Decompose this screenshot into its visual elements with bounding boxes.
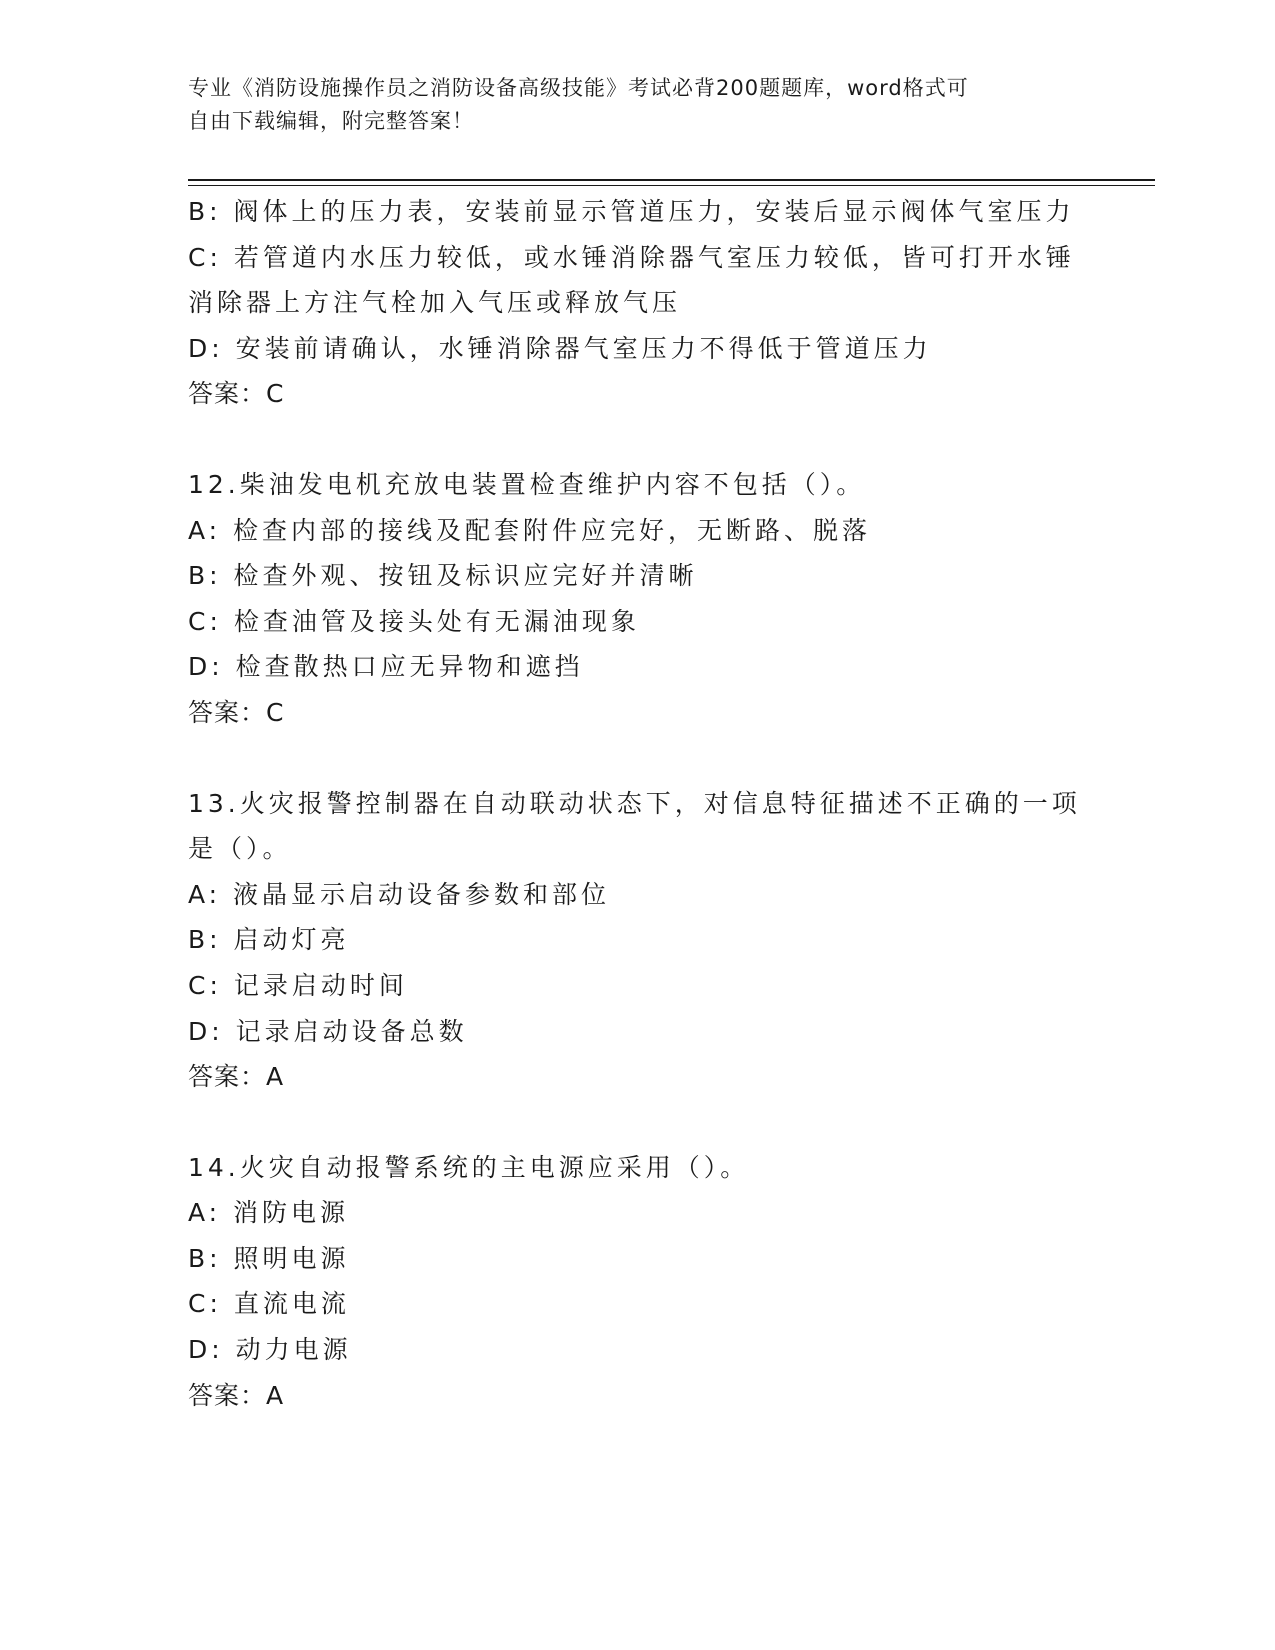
question-12-option-a: A: 检查内部的接线及配套附件应完好，无断路、脱落: [188, 515, 872, 545]
question-14-option-d: D: 动力电源: [188, 1335, 352, 1365]
question-13-option-d: D: 记录启动设备总数: [188, 1016, 468, 1046]
header-line-2: 自由下载编辑，附完整答案！: [188, 109, 474, 133]
question-13-text: 13.火灾报警控制器在自动联动状态下，对信息特征描述不正确的一项: [188, 788, 1081, 818]
question-13: [188, 781, 1128, 1100]
question-13-option-a: A: 液晶显示启动设备参数和部位: [188, 879, 611, 909]
option-c-continued: 消除器上方注气栓加入气压或释放气压: [188, 288, 682, 318]
question-12-option-d: D: 检查散热口应无异物和遮挡: [188, 652, 584, 682]
option-d: D: 安装前请确认，水锤消除器气室压力不得低于管道压力: [188, 333, 932, 363]
answer-11: 答案：C: [188, 379, 285, 409]
question-14-option-a: A: 消防电源: [188, 1198, 350, 1228]
question-14-option-b: B: 照明电源: [188, 1243, 350, 1273]
header-line-1: 专业《消防设施操作员之消防设备高级技能》考试必背200题题库，word格式可: [188, 76, 969, 100]
question-14: [188, 1145, 1128, 1419]
answer-13: 答案：A: [188, 1062, 285, 1092]
option-c: C: 若管道内水压力较低，或水锤消除器气室压力较低，皆可打开水锤: [188, 242, 1075, 272]
spacer: [188, 417, 1128, 462]
document-header: [188, 72, 1088, 138]
question-12-text: 12.柴油发电机充放电装置检查维护内容不包括（）。: [188, 469, 866, 499]
question-list: [188, 189, 1128, 1418]
question-14-option-c: C: 直流电流: [188, 1289, 350, 1319]
question-11-continued: [188, 189, 1128, 417]
question-14-text: 14.火灾自动报警系统的主电源应采用（）。: [188, 1152, 750, 1182]
question-12-option-b: B: 检查外观、按钮及标识应完好并清晰: [188, 561, 698, 591]
header-divider-thick: [188, 179, 1155, 181]
option-b: B: 阀体上的压力表，安装前显示管道压力，安装后显示阀体气室压力: [188, 197, 1075, 226]
answer-12: 答案：C: [188, 697, 285, 727]
question-13-text-continued: 是（）。: [188, 834, 292, 864]
spacer: [188, 1100, 1128, 1145]
header-divider-thin: [188, 185, 1155, 186]
answer-14: 答案：A: [188, 1380, 285, 1410]
spacer: [188, 736, 1128, 781]
question-13-option-c: C: 记录启动时间: [188, 970, 408, 1000]
question-13-option-b: B: 启动灯亮: [188, 925, 350, 955]
question-12: [188, 462, 1128, 736]
question-12-option-c: C: 检查油管及接头处有无漏油现象: [188, 606, 640, 636]
